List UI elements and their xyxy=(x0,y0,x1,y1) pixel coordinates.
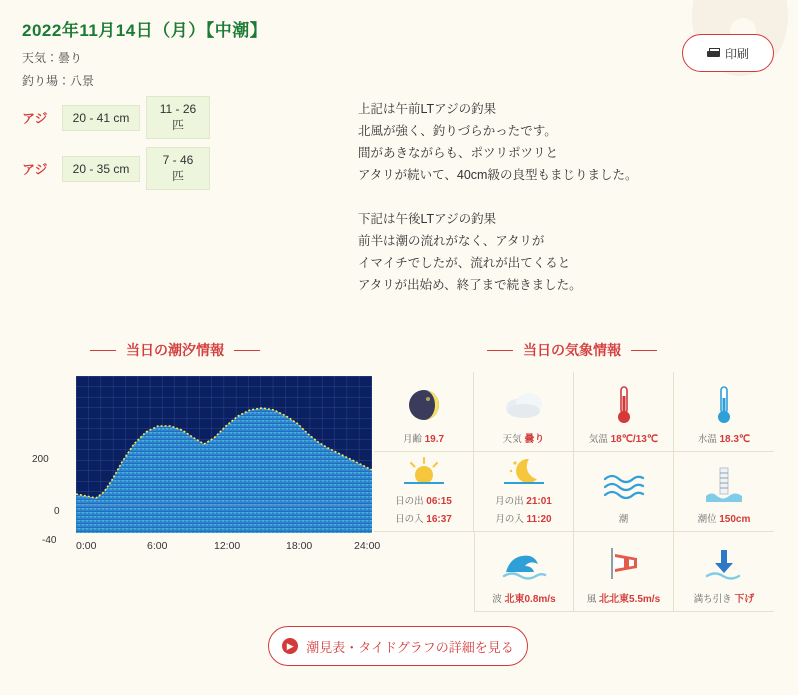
table-row xyxy=(22,96,216,139)
label-text: 月の出 xyxy=(495,496,527,507)
report-line: 上記は午前LTアジの釣果 xyxy=(358,102,497,116)
report-line: 下記は午後LTアジの釣果 xyxy=(358,212,497,226)
down-arrow-wave-icon xyxy=(702,542,746,586)
fish-size: 20 - 41 cm xyxy=(62,105,140,131)
tide-x-label: 24:00 xyxy=(354,540,381,552)
label-text: 波 xyxy=(492,594,502,605)
weather-cell-label xyxy=(395,493,452,507)
wave-lines-icon xyxy=(601,463,647,507)
thermometer-red-icon xyxy=(614,383,634,427)
paragraph-gap xyxy=(358,186,778,208)
catch-table xyxy=(22,96,216,198)
printer-icon xyxy=(707,48,720,59)
fish-name: アジ xyxy=(22,162,48,177)
label-value: 150cm xyxy=(719,514,751,525)
weather-cell-wind xyxy=(574,532,674,612)
fishing-spot-line: 釣り場：八景 xyxy=(22,74,95,88)
label-value: 下げ xyxy=(734,594,755,605)
tide-x-label: 0:00 xyxy=(76,540,97,552)
title-rule-right xyxy=(631,350,657,351)
label-text: 風 xyxy=(586,594,597,605)
label-text: 水温 xyxy=(697,434,717,445)
label-value: 北北東5.5m/s xyxy=(599,594,661,605)
tide-y-label-0: 0 xyxy=(54,506,60,517)
label-text: 潮位 xyxy=(697,514,720,525)
label-value: 16:37 xyxy=(426,514,452,525)
label-text: 潮 xyxy=(618,514,629,525)
weather-cell-tide-direction xyxy=(674,532,774,612)
tide-detail-button[interactable] xyxy=(268,626,528,666)
windsock-icon xyxy=(604,542,644,586)
label-text: 月の入 xyxy=(495,514,527,525)
thermometer-blue-icon xyxy=(714,383,734,427)
weather-cell-weather xyxy=(474,372,574,452)
label-text: 月齢 xyxy=(402,434,422,445)
title-rule-right xyxy=(234,350,260,351)
weather-cell-label xyxy=(619,511,629,525)
tide-x-label: 6:00 xyxy=(147,540,168,552)
label-value: 曇り xyxy=(524,434,545,445)
report-line: アタリが続いて、40cm級の良型もまじりました。 xyxy=(358,168,638,182)
fish-count: 7 - 46 匹 xyxy=(146,147,210,190)
tide-y-label-neg40: -40 xyxy=(42,535,57,546)
weather-cell-label xyxy=(589,431,658,445)
tide-detail-button-label: 潮見表・タイドグラフの詳細を見る xyxy=(306,639,514,655)
page-title: 2022年11月14日（月）【中潮】 xyxy=(22,21,268,40)
report-line: 間があきながらも、ポツリポツリと xyxy=(358,146,559,160)
label-value: 19.7 xyxy=(424,434,445,445)
label-text: 天気 xyxy=(502,434,522,445)
weather-cell-label xyxy=(492,590,555,605)
report-text xyxy=(358,98,778,296)
weather-cell-label-2 xyxy=(395,511,452,525)
tide-section-title-label: 当日の潮汐情報 xyxy=(126,342,224,358)
weather-cell-sunrise-sunset xyxy=(374,452,474,532)
fish-size: 20 - 35 cm xyxy=(62,156,140,182)
moonrise-icon xyxy=(501,452,547,489)
weather-cell-water-temp xyxy=(674,372,774,452)
fish-name: アジ xyxy=(22,111,48,126)
weather-cell-label xyxy=(587,590,660,605)
weather-cell-label xyxy=(698,511,751,525)
tide-y-label-200: 200 xyxy=(32,454,49,465)
weather-cell-tide xyxy=(574,452,674,532)
tide-x-label: 18:00 xyxy=(286,540,313,552)
header xyxy=(22,16,267,89)
cloud-icon xyxy=(502,382,546,426)
weather-cell-empty xyxy=(374,532,474,612)
weather-cell-wave xyxy=(474,532,574,612)
label-text: 満ち引き xyxy=(693,594,735,605)
weather-cell-label xyxy=(403,431,444,445)
weather-line: 天気：曇り xyxy=(22,51,83,65)
print-button[interactable] xyxy=(682,34,774,72)
weather-cell-air-temp xyxy=(574,372,674,452)
label-text: 日の入 xyxy=(395,514,427,525)
label-value: 11:20 xyxy=(526,514,552,525)
label-value: 21:01 xyxy=(526,496,552,507)
weather-cell-moon-age xyxy=(374,372,474,452)
report-line: アタリが出始め、終了まで続きました。 xyxy=(358,278,582,292)
weather-section-title xyxy=(487,340,657,360)
weather-cell-label xyxy=(503,430,545,445)
report-line: 前半は潮の流れがなく、アタリが xyxy=(358,234,545,248)
fish-count: 11 - 26 匹 xyxy=(146,96,210,139)
chevron-right-icon: ▶ xyxy=(282,638,298,654)
label-text: 気温 xyxy=(588,434,608,445)
weather-cell-moonrise-moonset xyxy=(474,452,574,532)
report-line: 北風が強く、釣りづらかったです。 xyxy=(358,124,557,138)
weather-grid xyxy=(374,372,774,612)
tide-graph-canvas xyxy=(76,376,372,533)
moon-icon xyxy=(404,383,444,427)
weather-cell-label xyxy=(495,493,552,507)
weather-cell-label-2 xyxy=(495,511,551,525)
weather-cell-label xyxy=(694,590,755,605)
weather-cell-label xyxy=(698,431,750,445)
tide-x-label: 12:00 xyxy=(214,540,241,552)
print-button-label: 印刷 xyxy=(724,46,749,61)
tide-level-icon xyxy=(704,463,744,507)
big-wave-icon xyxy=(501,542,547,586)
report-line: イマイチでしたが、流れが出てくると xyxy=(358,256,571,270)
tide-section-title xyxy=(90,340,260,360)
label-value: 北東0.8m/s xyxy=(504,594,556,605)
title-rule-left xyxy=(487,350,513,351)
label-text: 日の出 xyxy=(395,496,427,507)
label-value: 18℃/13℃ xyxy=(610,434,659,445)
label-value: 18.3℃ xyxy=(719,434,751,445)
tide-graph xyxy=(24,372,381,572)
title-rule-left xyxy=(90,350,116,351)
weather-section-title-label: 当日の気象情報 xyxy=(523,342,621,358)
sunrise-icon xyxy=(401,452,447,489)
weather-cell-tide-level xyxy=(674,452,774,532)
label-value: 06:15 xyxy=(426,496,452,507)
table-row xyxy=(22,147,216,190)
